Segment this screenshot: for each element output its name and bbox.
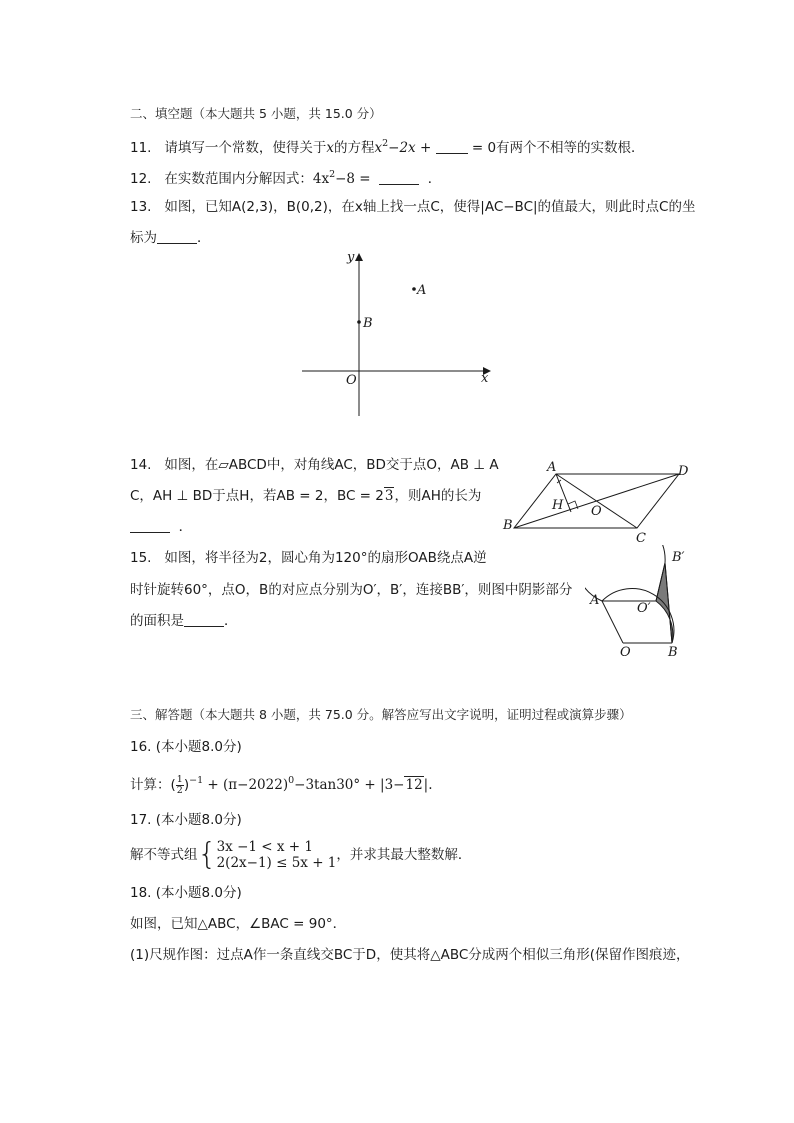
section-title xyxy=(130,104,382,124)
question-text: 的方程 xyxy=(333,140,375,156)
point-b-label: B xyxy=(363,316,373,331)
label-a: A xyxy=(590,593,600,608)
answer-blank[interactable] xyxy=(157,229,197,244)
question-text: ，并求其最大整数解． xyxy=(336,847,472,863)
question-text: ，则AH的长为 xyxy=(394,488,482,504)
math-expr: 4x xyxy=(312,171,330,187)
question-14-line2 xyxy=(130,486,481,506)
math-expr: x xyxy=(374,140,383,156)
section3-title: 三、解答题（本大题共 8 小题，共 75.0 分。解答应写出文字说明，证明过程或演算步骤） xyxy=(130,707,632,722)
exponent: 2 xyxy=(382,138,389,149)
sqrt-value: 12 xyxy=(405,777,423,793)
math-expr: −8 = xyxy=(335,171,375,187)
question-text: 在实数范围内分解因式： xyxy=(164,171,313,187)
question-header: 17. (本小题8.0分) xyxy=(130,812,242,828)
exponent: −1 xyxy=(189,775,204,786)
answer-blank[interactable] xyxy=(379,170,419,185)
x-axis-label: x xyxy=(481,371,489,386)
question-11 xyxy=(130,134,645,158)
label-a: A xyxy=(547,460,557,475)
brace: { xyxy=(197,837,217,872)
label-o: O xyxy=(620,645,631,660)
math-expr: + (π−2022) xyxy=(203,777,289,793)
question-text: 请填写一个常数，使得关于 xyxy=(164,140,327,156)
origin-label: O xyxy=(346,373,357,388)
math-var: x xyxy=(326,140,334,156)
answer-blank[interactable] xyxy=(436,139,468,154)
question-header: 18. (本小题8.0分) xyxy=(130,885,242,901)
question-header: 16. (本小题8.0分) xyxy=(130,739,242,755)
answer-blank[interactable] xyxy=(184,612,224,627)
question-16 xyxy=(130,768,433,798)
label-b-prime: B′ xyxy=(672,550,685,565)
sqrt-value: 3 xyxy=(384,488,394,504)
question-number: 11. xyxy=(130,140,152,156)
diagonal-bd xyxy=(514,474,679,528)
exponent: 2 xyxy=(329,169,336,180)
question-text: 如图，已知△ABC，∠BAC = 90°． xyxy=(130,916,347,932)
question-text: ) xyxy=(183,777,190,793)
parallelogram-figure xyxy=(497,458,697,548)
question-text: 标为 xyxy=(130,230,157,246)
question-15 xyxy=(130,548,487,568)
question-17 xyxy=(130,838,471,872)
question-text: 如图，在▱ABCD中，对角线AC，BD交于点O，AB ⊥ A xyxy=(164,457,499,473)
point-a-label: A xyxy=(417,283,427,298)
question-18-part1 xyxy=(130,945,690,965)
answer-blank[interactable] xyxy=(130,518,170,533)
section2-title: 二、填空题（本大题共 5 小题，共 15.0 分） xyxy=(130,106,382,121)
y-axis-label: y xyxy=(347,250,355,265)
point-b xyxy=(357,320,361,324)
segment-oa xyxy=(602,601,623,643)
math-expr: −2x + xyxy=(388,140,436,156)
shaded-region xyxy=(656,563,673,643)
inequality-2: 2(2x−1) ≤ 5x + 1 xyxy=(216,855,337,871)
point-a xyxy=(412,287,416,291)
question-text: 的面积是 xyxy=(130,613,184,629)
label-d: D xyxy=(678,464,689,479)
question-text: ． xyxy=(427,171,442,187)
question-16-head xyxy=(130,737,242,757)
question-14-line3 xyxy=(130,517,192,537)
question-number: 12. xyxy=(130,171,152,187)
question-text: 如图，已知A(2,3)，B(0,2)，在x轴上找一点C，使得|AC−BC|的值最大，则此时点C的坐 xyxy=(164,199,696,215)
question-13-line2 xyxy=(130,228,211,248)
question-text: 如图，将半径为2，圆心角为120°的扇形OAB绕点A逆 xyxy=(164,550,487,566)
label-h: H xyxy=(552,498,564,513)
question-18 xyxy=(130,914,346,934)
question-15-line2 xyxy=(130,580,572,600)
math-expr: |. xyxy=(423,777,433,793)
sector-figure xyxy=(585,545,695,660)
exponent: 0 xyxy=(288,775,295,786)
question-text: C，AH ⊥ BD于点H，若AB = 2，BC = 2 xyxy=(130,488,384,504)
question-number: 15. xyxy=(130,550,152,566)
question-text: 时针旋转60°，点O，B的对应点分别为O′，B′，连接BB′，则图中阴影部分 xyxy=(130,582,573,598)
question-text: ． xyxy=(197,230,211,246)
question-number: 14. xyxy=(130,457,152,473)
question-text: (1)尺规作图：过点A作一条直线交BC于D，使其将△ABC分成两个相似三角形(保留作图痕迹， xyxy=(130,947,690,963)
inequality-system xyxy=(217,839,337,871)
math-expr: −3tan30° + |3− xyxy=(294,777,405,793)
question-text: 计算：( xyxy=(130,777,176,793)
question-12 xyxy=(130,165,441,189)
label-o: O xyxy=(591,504,602,519)
question-text: ． xyxy=(224,613,238,629)
question-number: 13. xyxy=(130,199,152,215)
inequality-1: 3x −1 < x + 1 xyxy=(216,839,313,855)
section-title xyxy=(130,705,632,725)
question-13 xyxy=(130,197,696,217)
question-15-line3 xyxy=(130,611,238,631)
label-c: C xyxy=(636,531,646,546)
label-b: B xyxy=(668,645,678,660)
question-text: ． xyxy=(178,519,193,535)
question-18-head xyxy=(130,883,242,903)
fraction: $\frac{1}{2}$ xyxy=(176,773,183,796)
question-text: 解不等式组 xyxy=(130,847,198,863)
label-b: B xyxy=(503,518,513,533)
question-text: = 0有两个不相等的实数根． xyxy=(467,140,645,156)
question-17-head xyxy=(130,810,242,830)
question-14 xyxy=(130,455,499,475)
coordinate-figure xyxy=(295,248,500,423)
label-o-prime: O′ xyxy=(637,601,651,616)
